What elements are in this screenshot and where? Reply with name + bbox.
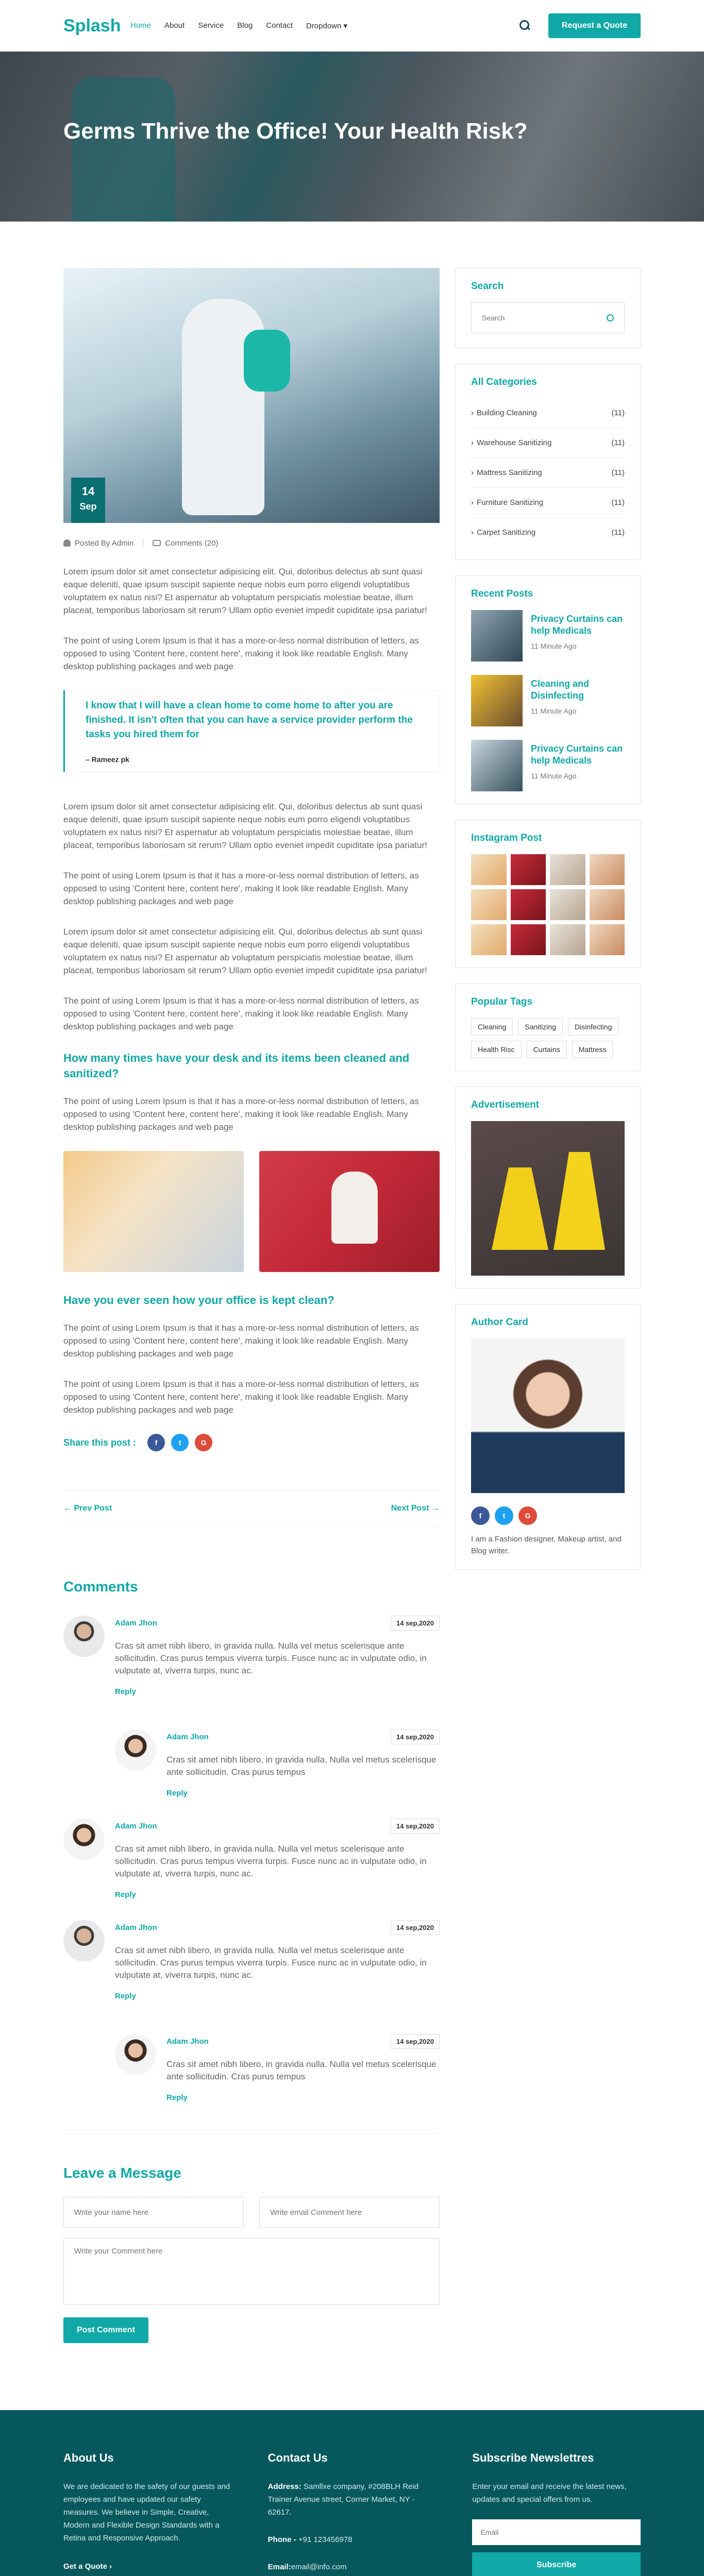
tags-widget bbox=[455, 984, 641, 1071]
sanitizer-image bbox=[63, 1151, 244, 1272]
comment-date: 14 sep,2020 bbox=[391, 1819, 440, 1834]
section-heading: Have you ever seen how your office is kept clean? bbox=[63, 1294, 334, 1307]
instagram-photo[interactable] bbox=[550, 924, 585, 955]
comment-text: Cras sit amet nibh libero, in gravida nulla. Nulla vel metus scelerisque ante sollicitudin. Cras purus tempus viverra turpis. Fusce nunc ac in vulputate odio, in vulputate at, viverra turpis, nunc ac. bbox=[115, 1641, 427, 1675]
comment-body bbox=[115, 1819, 440, 1900]
widget-title: Search bbox=[471, 281, 504, 292]
category-name: Furniture Sanitizing bbox=[477, 498, 544, 507]
post-paragraph: Lorem ipsum dolor sit amet consectetur adipisicing elit. Qui, doloribus delectus ab sunt quasi eaque deleniti, quae ipsum suscipit sapiente neque nobis eum porro eligendi voluptatibus voluptatem ex natus nisi? Et aspernatur ab voluptatum perspiciatis molestiae beatae, illum placeat, temporibus laboriosam sit rerum? Ullam optio eveniet impedit cupiditate ipsa pariatur! bbox=[63, 927, 427, 975]
sprayer-tank bbox=[244, 330, 290, 392]
category-count: (11) bbox=[611, 468, 625, 477]
tag[interactable]: Health Risc bbox=[471, 1041, 522, 1058]
footer-about bbox=[63, 2451, 232, 2576]
instagram-photo[interactable] bbox=[471, 889, 507, 920]
prev-post-link[interactable]: ← Prev Post bbox=[63, 1504, 112, 1513]
instagram-grid bbox=[471, 854, 625, 955]
avatar bbox=[63, 1920, 105, 1961]
footer-heading: About Us bbox=[63, 2451, 114, 2464]
nav-home[interactable]: Home bbox=[130, 21, 152, 30]
comment-field[interactable] bbox=[63, 2238, 440, 2305]
tag[interactable]: Mattress bbox=[572, 1041, 613, 1058]
comment-form bbox=[63, 2197, 440, 2410]
category-item[interactable] bbox=[471, 488, 625, 518]
search-icon[interactable] bbox=[607, 314, 614, 321]
instagram-photo[interactable] bbox=[590, 889, 625, 920]
subscribe-email-input[interactable] bbox=[472, 2519, 641, 2545]
blog-post bbox=[63, 268, 440, 2410]
category-count: (11) bbox=[611, 409, 625, 417]
tag-list bbox=[471, 1018, 625, 1058]
post-comment-button[interactable]: Post Comment bbox=[63, 2317, 148, 2343]
search-icon[interactable] bbox=[519, 20, 531, 31]
post-paragraph: Lorem ipsum dolor sit amet consectetur adipisicing elit. Qui, doloribus delectus ab sunt quasi eaque deleniti, quae ipsum suscipit sapiente neque nobis eum porro eligendi voluptatibus voluptatem ex natus nisi? Et aspernatur ab voluptatum perspiciatis molestiae beatae, illum placeat, temporibus laboriosam sit rerum? Ullam optio eveniet impedit cupiditate ipsa pariatur! bbox=[63, 567, 427, 615]
category-item[interactable] bbox=[471, 458, 625, 488]
instagram-photo[interactable] bbox=[511, 924, 546, 955]
footer-columns bbox=[63, 2451, 641, 2576]
comment-body bbox=[166, 2034, 440, 2103]
page-title: Germs Thrive the Office! Your Health Risk? bbox=[63, 118, 528, 144]
comments-title: Comments bbox=[63, 1579, 138, 1595]
chevron-right-icon: › bbox=[471, 438, 474, 447]
category-name: Carpet Sanitizing bbox=[477, 528, 536, 537]
footer-subscribe bbox=[472, 2451, 641, 2576]
advertisement-widget bbox=[455, 1087, 641, 1289]
category-count: (11) bbox=[611, 498, 625, 507]
phone-value[interactable]: +91 123456978 bbox=[298, 2535, 353, 2544]
chevron-right-icon: › bbox=[471, 498, 474, 507]
instagram-widget bbox=[455, 820, 641, 968]
footer-about-text: We are dedicated to the safety of our guests and employees and have updated our safety measures. We believe in Simple, Creative, Modern and Flexible Design Standards with a Retina and Responsive Approach. bbox=[63, 2482, 230, 2543]
comment-body bbox=[115, 1616, 440, 1697]
reply-link[interactable]: Reply bbox=[115, 1687, 136, 1696]
comment-text: Cras sit amet nibh libero, in gravida nulla. Nulla vel metus scelerisque ante sollicitudin. Cras purus tempus bbox=[166, 2059, 437, 2081]
tag[interactable]: Curtains bbox=[527, 1041, 567, 1058]
post-paragraph: Lorem ipsum dolor sit amet consectetur adipisicing elit. Qui, doloribus delectus ab sunt quasi eaque deleniti, quae ipsum suscipit sapiente neque nobis eum porro eligendi voluptatibus voluptatem ex natus nisi? Et aspernatur ab voluptatum perspiciatis molestiae beatae, illum placeat, temporibus laboriosam sit rerum? Ullam optio eveniet impedit cupiditate ipsa pariatur! bbox=[63, 802, 427, 850]
main-menu bbox=[130, 21, 519, 30]
nav-about[interactable]: About bbox=[164, 21, 185, 30]
comment-header bbox=[115, 1616, 440, 1631]
comment-author: Adam Jhon bbox=[166, 1733, 209, 1741]
post-paragraph: The point of using Lorem Ipsum is that it has a more-or-less normal distribution of letters, as opposed to using 'Content here, content here', making it look like readable English. Many desktop publishing packages and web page bbox=[63, 996, 419, 1031]
author-social bbox=[471, 1506, 625, 1525]
category-name: Warehouse Sanitizing bbox=[477, 438, 552, 447]
get-quote-link[interactable]: Get a Quote › bbox=[63, 2562, 112, 2571]
email-label: Email: bbox=[267, 2563, 291, 2571]
comment-author: Adam Jhon bbox=[115, 1923, 157, 1932]
comment-date: 14 sep,2020 bbox=[391, 1730, 440, 1744]
main-layout bbox=[63, 222, 641, 2410]
post-quote bbox=[63, 690, 440, 772]
reply-link[interactable]: Reply bbox=[115, 1890, 136, 1899]
address-value: Samllxe company, #208BLH Reid Trainer Avenue street, Corner Market, NY - 62617. bbox=[267, 2482, 419, 2517]
recent-post-thumbnail bbox=[471, 675, 523, 726]
user-icon bbox=[63, 539, 71, 547]
comment-header bbox=[166, 1730, 440, 1744]
twitter-icon[interactable]: t bbox=[171, 1434, 189, 1451]
recent-post-title: Privacy Curtains can help Medicals bbox=[531, 743, 623, 766]
recent-post-title: Cleaning and Disinfecting bbox=[531, 679, 590, 701]
comment-body bbox=[166, 1730, 440, 1798]
sidebar bbox=[455, 268, 641, 2410]
search-input[interactable] bbox=[482, 314, 607, 322]
category-name: Building Cleaning bbox=[477, 409, 537, 417]
form-row bbox=[63, 2197, 440, 2228]
comment-author: Adam Jhon bbox=[166, 2037, 209, 2046]
post-meta bbox=[63, 538, 440, 548]
footer-heading: Contact Us bbox=[267, 2451, 328, 2464]
post-comments-label: Comments (20) bbox=[165, 538, 219, 548]
recent-post[interactable] bbox=[471, 740, 625, 791]
hero-banner bbox=[0, 52, 704, 222]
widget-title: Instagram Post bbox=[471, 833, 542, 843]
share-label: Share this post : bbox=[63, 1437, 137, 1448]
phone-label: Phone - bbox=[267, 2535, 296, 2544]
comment-header bbox=[115, 1920, 440, 1935]
date-day: 14 bbox=[81, 485, 95, 498]
top-navigation bbox=[0, 0, 704, 52]
chevron-right-icon: › bbox=[471, 409, 474, 417]
site-logo[interactable]: Splash bbox=[63, 15, 121, 36]
avatar bbox=[115, 1730, 156, 1771]
nav-service[interactable]: Service bbox=[198, 21, 224, 30]
category-item[interactable] bbox=[471, 398, 625, 428]
category-item[interactable] bbox=[471, 518, 625, 547]
comment-header bbox=[115, 1819, 440, 1834]
recent-post-time: 11 Minute Ago bbox=[531, 642, 577, 650]
author-photo bbox=[471, 1338, 625, 1493]
share-bar bbox=[63, 1434, 440, 1451]
comment bbox=[63, 1920, 440, 2001]
footer-email bbox=[268, 2561, 437, 2573]
recent-post-thumbnail bbox=[471, 610, 523, 662]
widget-title: Advertisement bbox=[471, 1099, 539, 1110]
date-month: Sep bbox=[79, 501, 97, 512]
instagram-photo[interactable] bbox=[590, 924, 625, 955]
comment-reply bbox=[115, 2022, 440, 2103]
post-paragraph: The point of using Lorem Ipsum is that it has a more-or-less normal distribution of letters, as opposed to using 'Content here, content here', making it look like readable English. Many desktop publishing packages and web page bbox=[63, 1379, 419, 1415]
post-author-label: Posted By Admin bbox=[75, 538, 134, 548]
instagram-photo[interactable] bbox=[550, 854, 585, 885]
next-post-link[interactable]: Next Post → bbox=[391, 1504, 440, 1513]
instagram-photo[interactable] bbox=[550, 889, 585, 920]
search-widget bbox=[455, 268, 641, 348]
post-paragraph: The point of using Lorem Ipsum is that it has a more-or-less normal distribution of letters, as opposed to using 'Content here, content here', making it look like readable English. Many desktop publishing packages and web page bbox=[63, 636, 419, 671]
request-quote-button[interactable]: Request a Quote bbox=[548, 13, 641, 38]
quote-text: I know that I will have a clean home to come home to after you are finished. It isn't often that you can have a service provider perform the tasks you hired them for bbox=[86, 700, 413, 740]
wet-floor-sign bbox=[554, 1152, 605, 1250]
recent-posts-widget bbox=[455, 575, 641, 804]
post-paragraph: The point of using Lorem Ipsum is that it has a more-or-less normal distribution of letters, as opposed to using 'Content here, content here', making it look like readable English. Many desktop publishing packages and web page bbox=[63, 1096, 419, 1132]
comment-header bbox=[166, 2034, 440, 2049]
recent-post[interactable] bbox=[471, 675, 625, 726]
author-bio: I am a Fashion designer, Makeup artist, and Blog writer. bbox=[471, 1535, 622, 1555]
facebook-icon[interactable]: f bbox=[471, 1506, 490, 1525]
footer-contact bbox=[268, 2451, 437, 2576]
avatar bbox=[63, 1819, 105, 1860]
comment-text: Cras sit amet nibh libero, in gravida nulla. Nulla vel metus scelerisque ante sollicitudin. Cras purus tempus viverra turpis. Fusce nunc ac in vulputate odio, in vulputate at, viverra turpis, nunc ac. bbox=[115, 1945, 427, 1980]
widget-title: All Categories bbox=[471, 377, 537, 387]
recent-post-title: Privacy Curtains can help Medicals bbox=[531, 614, 623, 636]
comment-date: 14 sep,2020 bbox=[391, 1920, 440, 1935]
address-label: Address: bbox=[267, 2482, 301, 2491]
advertisement-image[interactable] bbox=[471, 1121, 625, 1276]
post-author[interactable] bbox=[63, 539, 133, 548]
widget-title: Author Card bbox=[471, 1317, 528, 1328]
email-field[interactable] bbox=[259, 2197, 440, 2228]
instagram-photo[interactable] bbox=[590, 854, 625, 885]
reply-link[interactable]: Reply bbox=[166, 1789, 188, 1798]
tag[interactable]: Cleaning bbox=[471, 1018, 513, 1036]
post-paragraph: The point of using Lorem Ipsum is that it has a more-or-less normal distribution of letters, as opposed to using 'Content here, content here', making it look like readable English. Many desktop publishing packages and web page bbox=[63, 1323, 419, 1359]
categories-widget bbox=[455, 364, 641, 560]
featured-image bbox=[63, 268, 440, 523]
image-pair bbox=[63, 1151, 440, 1272]
nav-blog[interactable]: Blog bbox=[237, 21, 253, 30]
category-count: (11) bbox=[611, 528, 625, 537]
author-widget bbox=[455, 1304, 641, 1570]
footer-phone bbox=[268, 2533, 437, 2546]
subscribe-text: Enter your email and receive the latest news, updates and special offers from us. bbox=[472, 2482, 627, 2504]
instagram-photo[interactable] bbox=[471, 854, 507, 885]
subscribe-button[interactable]: Subscribe bbox=[472, 2552, 641, 2576]
name-field[interactable] bbox=[63, 2197, 244, 2228]
masked-woman-image bbox=[259, 1151, 440, 1272]
facebook-icon[interactable]: f bbox=[147, 1434, 165, 1451]
category-name: Mattress Sanitizing bbox=[477, 468, 542, 477]
sidebar-search bbox=[471, 302, 625, 333]
comment-text: Cras sit amet nibh libero, in gravida nulla. Nulla vel metus scelerisque ante sollicitudin. Cras purus tempus viverra turpis. Fusce nunc ac in vulputate odio, in vulputate at, viverra turpis, nunc ac. bbox=[115, 1844, 427, 1878]
comment-date: 14 sep,2020 bbox=[391, 2034, 440, 2049]
recent-post-thumbnail bbox=[471, 740, 523, 791]
instagram-photo[interactable] bbox=[471, 924, 507, 955]
comment-reply bbox=[115, 1717, 440, 1798]
hero-background-image bbox=[72, 77, 175, 222]
footer bbox=[0, 2410, 704, 2576]
widget-title: Recent Posts bbox=[471, 588, 533, 599]
footer-address bbox=[268, 2480, 437, 2519]
section-heading: How many times have your desk and its items been cleaned and sanitized? bbox=[63, 1052, 410, 1080]
post-paragraph: The point of using Lorem Ipsum is that it has a more-or-less normal distribution of letters, as opposed to using 'Content here, content here', making it look like readable English. Many desktop publishing packages and web page bbox=[63, 871, 419, 906]
leave-message-title: Leave a Message bbox=[63, 2165, 181, 2181]
comment bbox=[63, 1819, 440, 1900]
instagram-photo[interactable] bbox=[511, 889, 546, 920]
quote-author: – Rameez pk bbox=[86, 755, 129, 764]
footer-heading: Subscribe Newslettres bbox=[472, 2451, 594, 2464]
post-comments-count[interactable] bbox=[153, 539, 218, 548]
comment-text: Cras sit amet nibh libero, in gravida nulla. Nulla vel metus scelerisque ante sollicitudin. Cras purus tempus bbox=[166, 1755, 437, 1777]
comment-author: Adam Jhon bbox=[115, 1822, 157, 1831]
comment-author: Adam Jhon bbox=[115, 1619, 157, 1628]
post-pagination bbox=[63, 1490, 440, 1527]
avatar bbox=[115, 2034, 156, 2075]
recent-post[interactable] bbox=[471, 610, 625, 662]
recent-post-time: 11 Minute Ago bbox=[531, 707, 577, 715]
comment-icon bbox=[153, 540, 161, 546]
comment-date: 14 sep,2020 bbox=[391, 1616, 440, 1631]
wet-floor-sign bbox=[492, 1167, 548, 1250]
tag[interactable]: Disinfecting bbox=[568, 1018, 618, 1036]
twitter-icon[interactable]: t bbox=[495, 1506, 513, 1525]
nav-contact[interactable]: Contact bbox=[266, 21, 293, 30]
category-count: (11) bbox=[611, 438, 625, 447]
comment-body bbox=[115, 1920, 440, 2001]
reply-link[interactable]: Reply bbox=[115, 1992, 136, 2001]
tag[interactable]: Sanitizing bbox=[518, 1018, 563, 1036]
comment bbox=[63, 1616, 440, 1697]
category-item[interactable] bbox=[471, 428, 625, 458]
recent-post-time: 11 Minute Ago bbox=[531, 772, 577, 780]
email-value[interactable]: email@info.com bbox=[291, 2563, 347, 2571]
date-badge bbox=[71, 478, 105, 523]
chevron-right-icon: › bbox=[471, 528, 474, 537]
comment-list bbox=[63, 1616, 440, 2134]
google-plus-icon[interactable]: G bbox=[518, 1506, 537, 1525]
reply-link[interactable]: Reply bbox=[166, 2093, 188, 2102]
avatar bbox=[63, 1616, 105, 1657]
instagram-photo[interactable] bbox=[511, 854, 546, 885]
widget-title: Popular Tags bbox=[471, 996, 532, 1007]
chevron-right-icon: › bbox=[471, 468, 474, 477]
google-plus-icon[interactable]: G bbox=[195, 1434, 212, 1451]
nav-dropdown[interactable]: Dropdown ▾ bbox=[306, 22, 348, 30]
